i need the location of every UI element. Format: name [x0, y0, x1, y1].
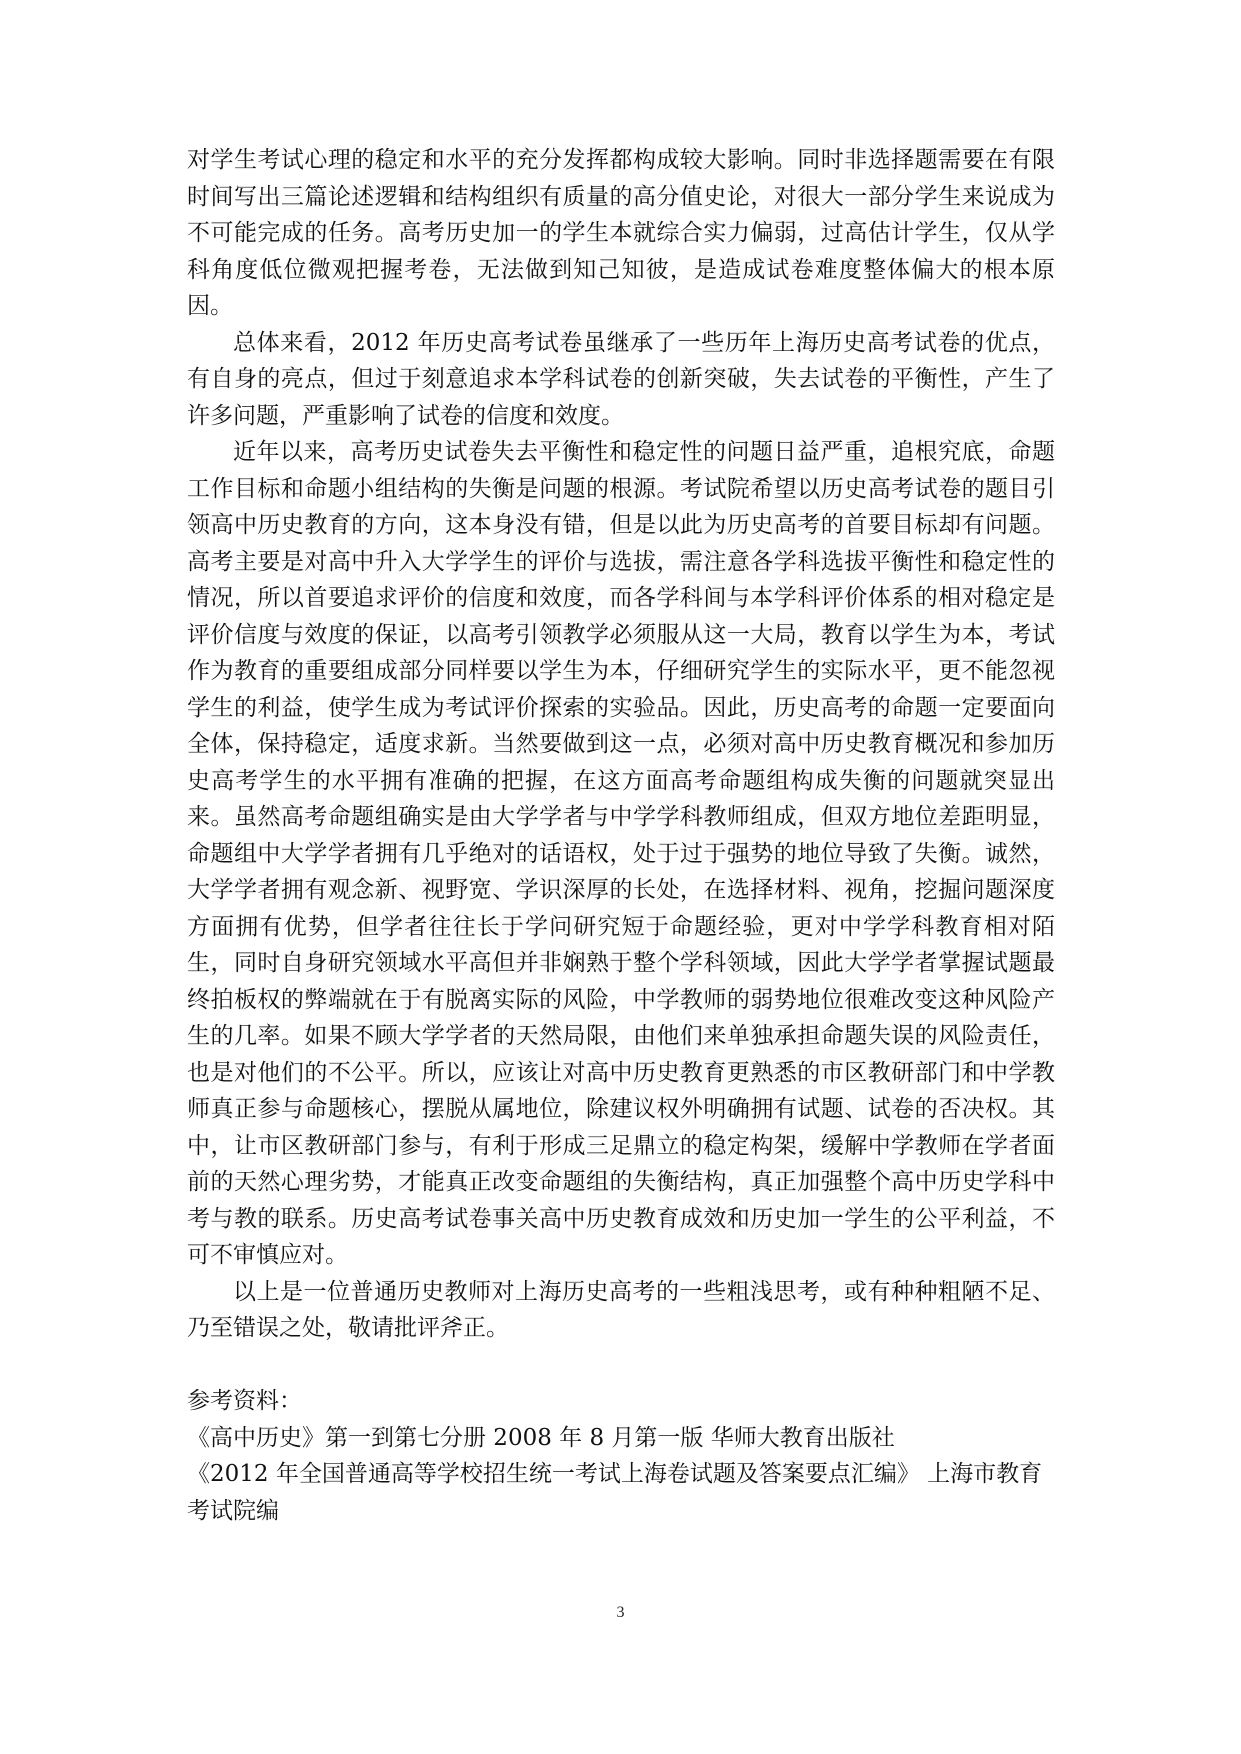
page-number: 3 [616, 1604, 625, 1621]
references-section [187, 1383, 1055, 1529]
paragraph-continued: 对学生考试心理的稳定和水平的充分发挥都构成较大影响。同时非选择题需要在有限时间写出三篇论述逻辑和结构组织有质量的高分值史论，对很大一部分学生来说成为不可能完成的任务。高考历史加一的学生本就综合实力偏弱，过高估计学生，仅从学科角度低位微观把握考卷，无法做到知己知彼，是造成试卷难度整体偏大的根本原因。 [187, 147, 1055, 319]
reference-item: 《高中历史》第一到第七分册 2008 年 8 月第一版 华师大教育出版社 [187, 1424, 895, 1451]
paragraph-summary: 总体来看，2012 年历史高考试卷虽继承了一些历年上海历史高考试卷的优点，有自身的亮点，但过于刻意追求本学科试卷的创新突破，失去试卷的平衡性，产生了许多问题，严重影响了试卷的信度和效度。 [187, 329, 1055, 429]
references-heading: 参考资料： [187, 1388, 302, 1414]
paragraph-analysis: 近年以来，高考历史试卷失去平衡性和稳定性的问题日益严重，追根究底，命题工作目标和命题小组结构的失衡是问题的根源。考试院希望以历史高考试卷的题目引领高中历史教育的方向，这本身没有错，但是以此为历史高考的首要目标却有问题。高考主要是对高中升入大学学生的评价与选拔，需注意各学科选拔平衡性和稳定性的情况，所以首要追求评价的信度和效度，而各学科间与本学科评价体系的相对稳定是评价信度与效度的保证，以高考引领教学必须服从这一大局，教育以学生为本，考试作为教育的重要组成部分同样要以学生为本，仔细研究学生的实际水平，更不能忽视学生的利益，使学生成为考试评价探索的实验品。因此，历史高考的命题一定要面向全体，保持稳定，适度求新。当然要做到这一点，必须对高中历史教育概况和参加历史高考学生的水平拥有准确的把握，在这方面高考命题组构成失衡的问题就突显出来。虽然高考命题组确实是由大学学者与中学学科教师组成，但双方地位差距明显，命题组中大学学者拥有几乎绝对的话语权，处于过于强势的地位导致了失衡。诚然，大学学者拥有观念新、视野宽、学识深厚的长处，在选择材料、视角，挖掘问题深度方面拥有优势，但学者往往长于学问研究短于命题经验，更对中学学科教育相对陌生，同时自身研究领域水平高但并非娴熟于整个学科领域，因此大学学者掌握试题最终拍板权的弊端就在于有脱离实际的风险，中学教师的弱势地位很难改变这种风险产生的几率。如果不顾大学学者的天然局限，由他们来单独承担命题失误的风险责任，也是对他们的不公平。所以，应该让对高中历史教育更熟悉的市区教研部门和中学教师真正参与命题核心，摆脱从属地位，除建议权外明确拥有试题、试卷的否决权。其中，让市区教研部门参与，有利于形成三足鼎立的稳定构架，缓解中学教师在学者面前的天然心理劣势，才能真正改变命题组的失衡结构，真正加强整个高中历史学科中考与教的联系。历史高考试卷事关高中历史教育成效和历史加一学生的公平利益，不可不审慎应对。 [187, 439, 1055, 1268]
reference-item: 《2012 年全国普通高等学校招生统一考试上海卷试题及答案要点汇编》 上海市教育考试院编 [187, 1461, 1043, 1524]
document-body [187, 142, 1055, 1529]
paragraph-closing: 以上是一位普通历史教师对上海历史高考的一些粗浅思考，或有种种粗陋不足、乃至错误之处，敬请批评斧正。 [187, 1278, 1055, 1341]
